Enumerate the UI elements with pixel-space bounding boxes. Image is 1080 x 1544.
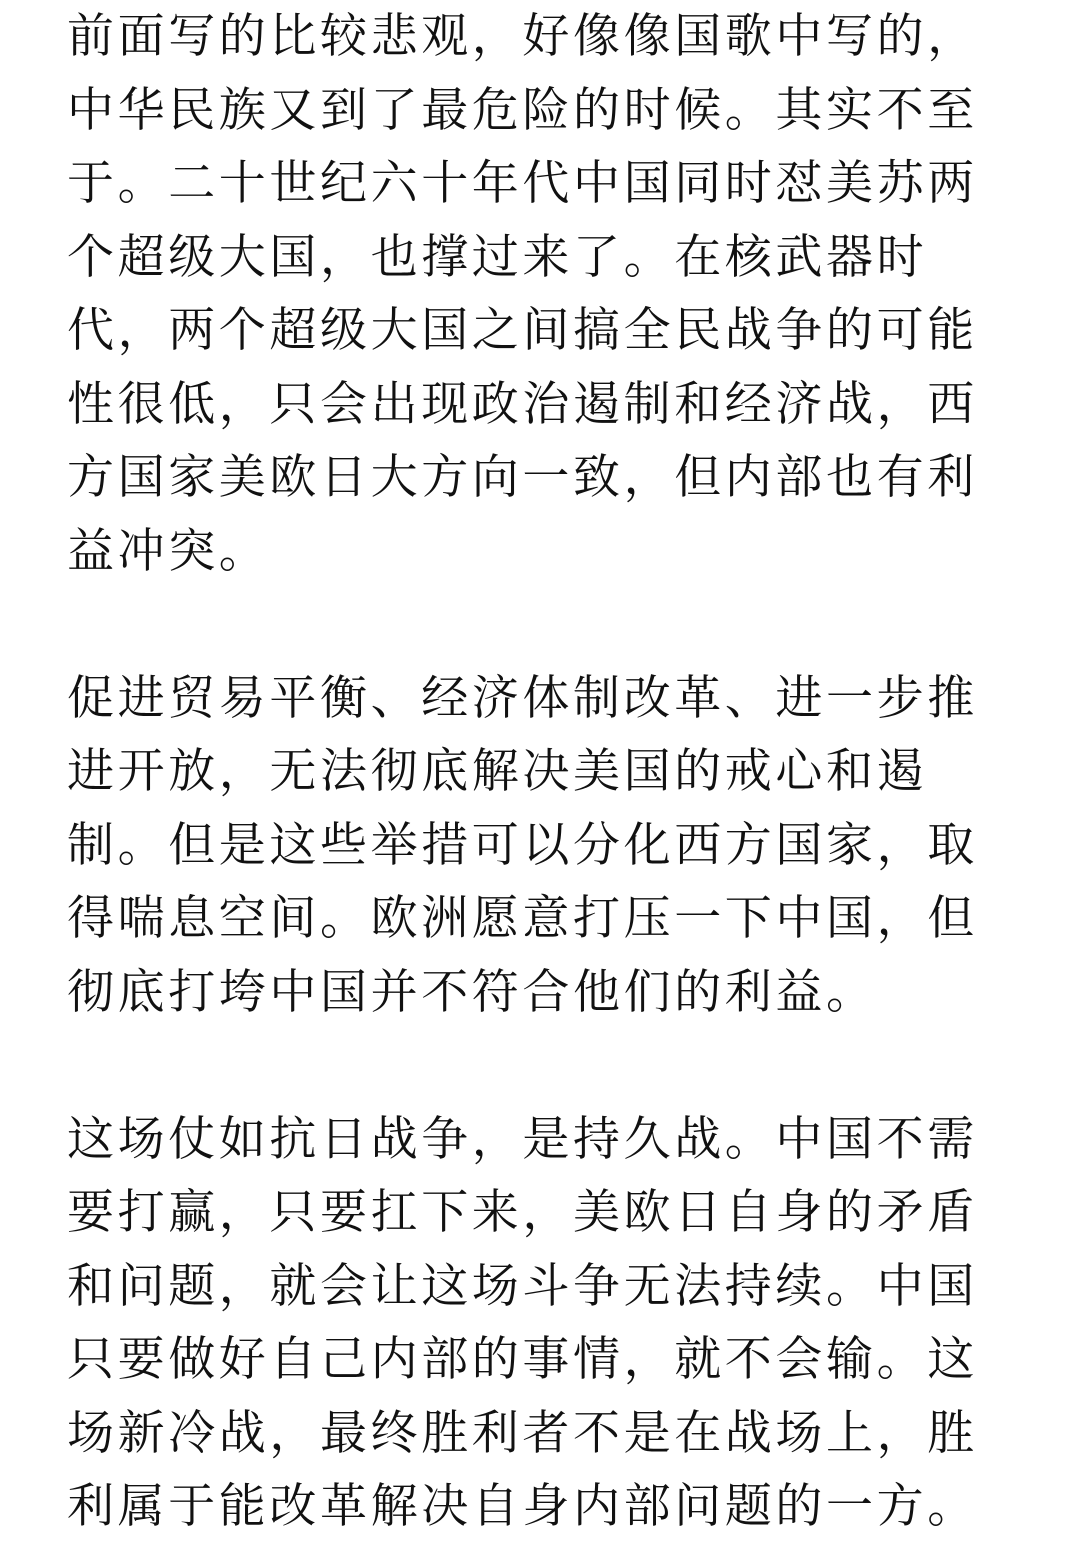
paragraph-3 xyxy=(67,1103,1017,1544)
text-line: 进开放，无法彻底解决美国的戒心和遏 xyxy=(67,744,928,799)
text-line: 制。但是这些举措可以分化西方国家，取 xyxy=(67,817,978,873)
text-line: 个超级大国，也撑过来了。在核武器时 xyxy=(67,229,928,285)
text-line: 要打赢，只要扛下来，美欧日自身的矛盾 xyxy=(67,1185,978,1240)
text-line: 代，两个超级大国之间搞全民战争的可能 xyxy=(67,303,978,358)
text-line: 方国家美欧日大方向一致，但内部也有利 xyxy=(67,450,978,505)
text-line: 促进贸易平衡、经济体制改革、进一步推 xyxy=(67,670,978,726)
article-body xyxy=(67,0,1017,1544)
text-line: 于。二十世纪六十年代中国同时怼美苏两 xyxy=(67,156,978,211)
text-line: 彻底打垮中国并不符合他们的利益。 xyxy=(67,964,877,1020)
paragraph-2 xyxy=(67,662,1017,1030)
text-line: 场新冷战，最终胜利者不是在战场上，胜 xyxy=(67,1405,978,1461)
text-line: 益冲突。 xyxy=(67,523,270,579)
text-line: 前面写的比较悲观，好像像国歌中写的， xyxy=(67,9,978,64)
paragraph-1 xyxy=(67,0,1017,588)
text-line: 性很低，只会出现政治遏制和经济战，西 xyxy=(67,376,978,432)
text-line: 得喘息空间。欧洲愿意打压一下中国，但 xyxy=(67,891,978,946)
text-line: 中华民族又到了最危险的时候。其实不至 xyxy=(67,82,978,138)
text-line: 这场仗如抗日战争，是持久战。中国不需 xyxy=(67,1111,978,1167)
text-line: 和问题，就会让这场斗争无法持续。中国 xyxy=(67,1258,978,1314)
text-line: 利属于能改革解决自身内部问题的一方。 xyxy=(67,1479,978,1534)
text-line: 只要做好自己内部的事情，就不会输。这 xyxy=(67,1332,978,1387)
